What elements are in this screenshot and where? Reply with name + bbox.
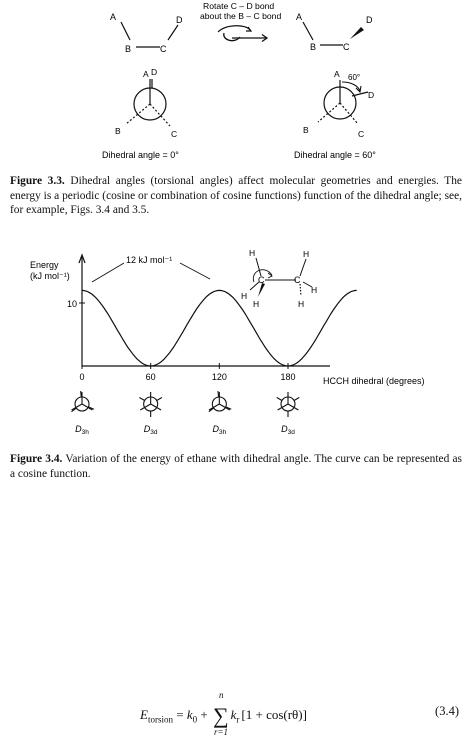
figure-3-4-caption-text: Variation of the energy of ethane with dihedral angle. The curve can be represented as a cosine function. xyxy=(10,453,462,480)
equation-body xyxy=(140,690,307,737)
newman-projection-60 xyxy=(139,392,162,417)
right-newman-projection xyxy=(303,69,374,139)
figure-3-3-caption-text: Dihedral angles (torsional angles) affect molecular geometries and energies. The energy is a periodic (cosine or combination of cosine functions) function of the dihedral angle; see, for example, Figs. 3.4 and 3.5. xyxy=(10,175,462,217)
rotation-curl-icon xyxy=(224,33,240,41)
right-atom-b: B xyxy=(310,42,317,52)
right-atom-c: C xyxy=(343,42,350,52)
symmetry-label-180: $D_{3d}$ xyxy=(281,424,295,436)
right-atom-a: A xyxy=(296,12,303,22)
left-atom-b: B xyxy=(125,44,132,54)
chart-annotation-leader-left xyxy=(92,263,124,282)
chart-ylabel-line-1: Energy xyxy=(30,260,59,270)
x-tick-label-120: 120 xyxy=(211,372,227,382)
eq-sum-bottom: r=1 xyxy=(213,727,229,737)
ethane-c-right: C xyxy=(294,275,301,285)
newman-projection-0 xyxy=(71,391,93,412)
eq-summation xyxy=(212,690,229,737)
chart-ylabel-line-2: (kJ mol⁻¹) xyxy=(30,271,70,281)
x-tick-label-0: 0 xyxy=(79,372,85,382)
eq-sum-top: n xyxy=(218,690,224,700)
forward-arrow-icon xyxy=(232,35,267,42)
chart-annotation-leader-right xyxy=(180,263,210,279)
x-tick-label-60: 60 xyxy=(145,372,156,382)
chart-y-tick-label: 10 xyxy=(67,299,78,309)
energy-curve xyxy=(82,290,357,366)
equation-3-4 xyxy=(0,685,471,737)
left-newman-atom-a: A xyxy=(143,69,149,79)
ethane-h-1: H xyxy=(249,248,256,258)
angle-arrow-icon xyxy=(342,82,361,92)
right-molecule xyxy=(296,12,373,52)
symmetry-label-120: $D_{3h}$ xyxy=(212,424,227,436)
eq-plus: + xyxy=(197,707,211,722)
eq-kr-sub: r xyxy=(236,714,240,725)
eq-equals: = xyxy=(172,707,187,722)
eq-sum-symbol: ∑ xyxy=(212,703,229,728)
figure-3-3-caption xyxy=(10,174,462,218)
eq-lhs-sub: torsion xyxy=(147,714,173,725)
symmetry-label-0: $D_{3h}$ xyxy=(75,424,89,436)
symmetry-label-60: $D_{3d}$ xyxy=(143,424,158,436)
equation-number: (3.4) xyxy=(435,704,459,718)
figure-3-4-caption-label: Figure 3.4. xyxy=(10,453,63,465)
right-newman-angle: 60° xyxy=(348,73,361,82)
ethane-h-2: H xyxy=(241,291,248,301)
newman-projection-120 xyxy=(209,391,231,412)
left-dihedral-label: Dihedral angle = 0° xyxy=(102,150,179,160)
right-newman-atom-b: B xyxy=(303,125,309,135)
right-newman-atom-d: D xyxy=(368,90,375,100)
left-newman-atom-d: D xyxy=(151,67,158,77)
left-newman-atom-b: B xyxy=(115,126,121,136)
right-dihedral-label: Dihedral angle = 60° xyxy=(294,150,376,160)
ethane-h-3: H xyxy=(253,299,260,309)
left-molecule xyxy=(110,12,183,54)
chart-xlabel: HCCH dihedral (degrees) xyxy=(323,376,425,386)
ethane-c-left: C xyxy=(258,275,265,285)
newman-projection-180 xyxy=(277,392,300,417)
rotation-arrow-icon xyxy=(218,26,251,32)
eq-k0: k xyxy=(186,707,193,722)
x-tick-label-180: 180 xyxy=(280,372,296,382)
right-atom-d: D xyxy=(366,15,373,25)
left-atom-a: A xyxy=(110,12,117,22)
right-newman-atom-c: C xyxy=(358,129,365,139)
eq-k0-sub: 0 xyxy=(192,714,198,725)
ethane-molecule xyxy=(241,248,317,309)
chart-newman-projections xyxy=(71,391,299,436)
eq-lhs: E xyxy=(140,707,148,722)
rotate-text-line-2: about the B – C bond xyxy=(200,11,282,21)
eq-kr: k xyxy=(230,707,237,722)
left-atom-c: C xyxy=(160,44,167,54)
left-atom-d: D xyxy=(176,15,183,25)
eq-bracket: [1 + cos(rθ)] xyxy=(241,707,307,722)
right-newman-atom-a: A xyxy=(334,69,340,79)
chart-annotation: 12 kJ mol⁻¹ xyxy=(126,255,173,265)
figure-3-3 xyxy=(0,0,471,170)
ethane-h-4: H xyxy=(303,249,310,259)
ethane-h-5: H xyxy=(311,285,318,295)
figure-3-3-caption-label: Figure 3.3. xyxy=(10,175,65,187)
left-newman-projection xyxy=(115,67,177,139)
rotate-text-line-1: Rotate C – D bond xyxy=(203,1,275,11)
figure-3-4-chart xyxy=(0,242,471,437)
ethane-h-6: H xyxy=(298,299,305,309)
figure-3-4-caption xyxy=(10,452,462,481)
left-newman-atom-c: C xyxy=(171,129,178,139)
chart-series xyxy=(82,290,357,366)
